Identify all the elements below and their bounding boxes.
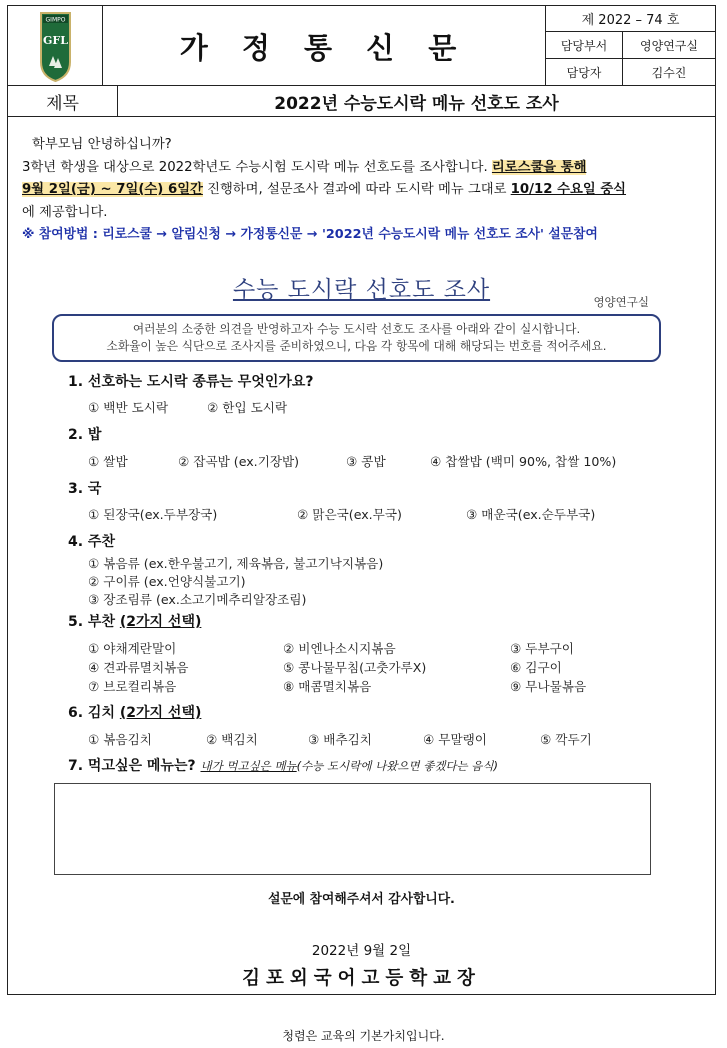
lab-name: 영양연구실 [593,295,649,309]
q4-option: ③ 장조림류 (ex.소고기메추리알장조림) [88,592,307,607]
notice-body [22,134,712,247]
answer-box[interactable] [54,783,651,875]
person-label: 담당자 [546,59,623,86]
dept-row [546,32,715,59]
question-3: 3. 국 [68,481,102,497]
question-5 [68,611,201,631]
serve-date: 10/12 수요일 중식 [510,182,627,197]
intro-line-2: 소화율이 높은 식단으로 조사지를 준비하였으니, 다음 각 항목에 대해 해당되는 번호를 적어주세요. [106,339,607,353]
q6-label: 6. 김치 [68,705,120,721]
q5-option: ⑥ 김구이 [510,660,562,675]
question-1: 1. 선호하는 도시락 종류는 무엇인가요? [68,374,314,390]
intro-line-1: 여러분의 소중한 의견을 반영하고자 수능 도시락 선호도 조사를 아래와 같이 실시합니다. [132,322,581,336]
q6-option: ⑤ 깍두기 [540,732,592,747]
subject-row [8,86,715,117]
q4-option: ① 볶음류 (ex.한우불고기, 제육볶음, 불고기낙지볶음) [88,556,384,571]
period-highlight-a: 리로스쿨을 통해 [491,159,587,175]
question-6 [68,702,201,722]
person-row [546,59,715,86]
q7-hint: (수능 도시락에 나왔으면 좋겠다는 음식) [296,759,499,773]
subject-value: 2022년 수능도시락 메뉴 선호도 조사 [274,94,559,114]
thanks-message: 설문에 참여해주셔서 감사합니다. [268,892,455,907]
motto: 청렴은 교육의 기본가치입니다. [282,1029,445,1043]
period-highlight-b: 9월 2일(금) ~ 7일(수) 6일간 [22,182,203,197]
body-line-3 [22,179,712,202]
q2-option: ① 쌀밥 [88,454,128,469]
issue-date: 2022년 9월 2일 [311,943,412,959]
greeting: 학부모님 안녕하십니까? [32,137,172,152]
q3-option: ① 된장국(ex.두부장국) [88,507,218,522]
q3-option: ③ 매운국(ex.순두부국) [466,507,596,522]
q1-option: ② 한입 도시락 [207,400,288,415]
body-text-b: 진행하며, 설문조사 결과에 따라 도시락 메뉴 그대로 [202,182,511,197]
meta-table [546,6,715,86]
q5-label: 5. 부찬 [68,614,120,630]
title-cell [103,6,546,86]
q6-option: ③ 배추김치 [308,732,372,747]
q6-choose-two: (2가지 선택) [119,705,202,721]
intro-box [52,314,661,362]
q5-option: ⑨ 무나물볶음 [510,679,587,694]
body-text-a: 3학년 학생을 대상으로 2022학년도 수능시험 도시락 메뉴 선호도를 조사합니다. [22,159,492,175]
question-4: 4. 주찬 [68,534,115,550]
q6-option: ① 볶음김치 [88,732,152,747]
school-logo [8,6,103,86]
school-principal: 김포외국어고등학교장 [242,968,481,989]
dept-value: 영양연구실 [640,38,698,53]
participation-note: ※ 참여방법 : 리로스쿨 → 알림신청 → 가정통신문 → '2022년 수능도시락 메뉴 선호도 조사' 설문참여 [22,227,598,242]
body-line-2 [22,157,712,180]
logo-cell [8,6,103,86]
issue-number: 제 2022 – 74 호 [546,6,715,32]
q7-hint-underlined: 내가 먹고싶은 메뉴 [200,759,297,773]
q5-option: ⑦ 브로컬리볶음 [88,679,177,694]
q6-option: ② 백김치 [206,732,258,747]
q1-option: ① 백반 도시락 [88,400,169,415]
subject-label: 제목 [8,86,118,117]
logo-top-text: GIMPO [45,16,66,24]
q2-option: ② 잡곡밥 (ex.기장밥) [178,454,300,469]
header [8,6,715,86]
q7-label: 7. 먹고싶은 메뉴는? [68,758,201,774]
notice-sheet [7,5,716,995]
q5-option: ② 비엔나소시지볶음 [283,641,396,656]
q6-option: ④ 무말랭이 [423,732,487,747]
q5-option: ⑧ 매콤멸치볶음 [283,679,372,694]
survey-title-text: 수능 도시락 선호도 조사 [232,277,491,303]
q5-option: ⑤ 콩나물무침(고춧가루X) [283,660,427,675]
logo-letters: GFL [43,34,68,47]
q5-option: ④ 견과류멸치볶음 [88,660,189,675]
page-title: 가 정 통 신 문 [179,30,469,65]
question-2: 2. 밥 [68,427,102,443]
q5-option: ① 야채계란말이 [88,641,177,656]
body-line-4: 에 제공합니다. [22,204,108,220]
q5-option: ③ 두부구이 [510,641,574,656]
person-value: 김수진 [651,66,687,80]
q3-option: ② 맑은국(ex.무국) [297,507,402,522]
q2-option: ③ 콩밥 [346,454,386,469]
dept-label: 담당부서 [546,32,623,58]
q4-option: ② 구이류 (ex.언양식불고기) [88,574,246,589]
question-7 [68,755,498,775]
q2-option: ④ 찹쌀밥 (백미 90%, 찹쌀 10%) [430,454,617,469]
q5-choose-two: (2가지 선택) [119,614,202,630]
